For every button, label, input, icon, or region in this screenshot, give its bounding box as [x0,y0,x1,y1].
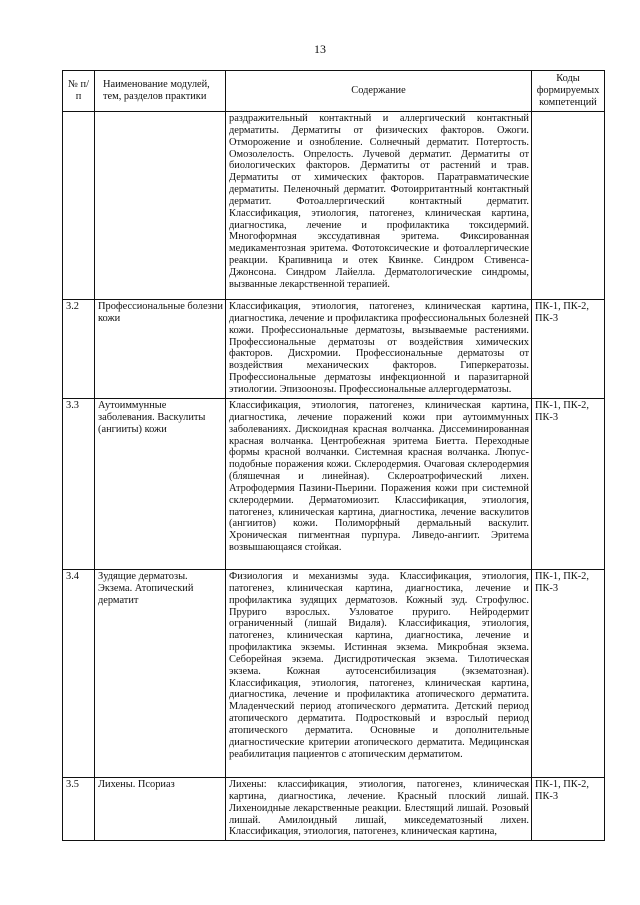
row-num [63,112,95,300]
header-content: Содержание [226,71,532,112]
header-num: № п/п [63,71,95,112]
row-codes: ПК-1, ПК-2, ПК-3 [532,778,605,841]
row-num: 3.2 [63,300,95,399]
row-content: Классификация, этиология, патогенез, клиническая картина, диагностика, лечение и профилактика профессиональных болезней кожи. Профессиональные дерматозы, вызываемые растениями. Профессиональные дерматозы от воздействия химических факторов. Дисхромии. Профессиональные дерматозы от воздействия механических факторов. Гиперкератозы. Профессиональные дерматозы инфекционной и паразитарной этиологии. Эпизоонозы. Профессиональные аллергодерматозы. [226,300,532,399]
row-codes: ПК-1, ПК-2, ПК-3 [532,399,605,570]
row-content: раздражительный контактный и аллергический контактный дерматиты. Дерматиты от физических факторов. Ожоги. Отморожение и ознобление. Солнечный дерматит. Потертость. Омозолелость. Опрелость. Лучевой дерматит. Дерматиты от биологических факторов. Дерматиты от растений и трав. Дерматиты от химических факторов. Паратравматические дерматиты. Пеленочный дерматит. Фотоирритантный контактный дерматит. Фотоаллергический контактный дерматит. Классификация, этиология, патогенез, клиническая картина, диагностика, лечение и профилактика токсидермий. Многоформная экссудативная эритема. Фиксированная медикаментозная эритема. Фототоксические и фотоаллергические реакции. Крапивница и отек Квинке. Синдром Стивенса-Джонсона. Синдром Лайелла. Дерматологические синдромы, вызванные лекарственной терапией. [226,112,532,300]
row-name: Аутоиммунные заболевания. Васкулиты (ангииты) кожи [95,399,226,570]
row-name: Зудящие дерматозы. Экзема. Атопический дерматит [95,570,226,778]
table-row [63,112,605,300]
program-table [62,70,605,841]
row-num: 3.5 [63,778,95,841]
row-num: 3.3 [63,399,95,570]
table-row [63,399,605,570]
table-header-row [63,71,605,112]
row-name: Лихены. Псориаз [95,778,226,841]
row-codes: ПК-1, ПК-2, ПК-3 [532,570,605,778]
row-content: Классификация, этиология, патогенез, клиническая картина, диагностика, лечение поражений кожи при аутоиммунных заболеваниях. Дискоидная красная волчанка. Диссеминированная красная волчанка. Центробежная эритема Биетта. Переходные формы красной волчанки. Системная красная волчанка. Люпус-подобные поражения кожи. Склеродермия. Очаговая склеродермия (бляшечная и линейная). Склероатрофический лихен. Атрофодермия Пазини-Пьерини. Поражения кожи при системной склеродермии. Дерматомиозит. Классификация, этиология, патогенез, клиническая картина, диагностика, лечение васкулитов (ангиитов) кожи. Полиморфный дермальный васкулит. Хроническая пигментная пурпура. Ливедо-ангиит. Эритема возвышающаяся стойкая. [226,399,532,570]
header-codes: Коды формируемых компетенций [532,71,605,112]
row-name [95,112,226,300]
table-row [63,300,605,399]
row-codes: ПК-1, ПК-2, ПК-3 [532,300,605,399]
header-name: Наименование модулей, тем, разделов практики [95,71,226,112]
row-num: 3.4 [63,570,95,778]
row-content: Лихены: классификация, этиология, патогенез, клиническая картина, диагностика, лечение. Красный плоский лишай. Лихеноидные лекарственные реакции. Блестящий лишай. Розовый лишай. Амилоидный лишай, микседематозный лихен. Классификация, этиология, патогенез, клиническая картина, [226,778,532,841]
row-codes [532,112,605,300]
table-row [63,778,605,841]
page-number: 13 [314,42,326,56]
row-name: Профессиональные болезни кожи [95,300,226,399]
table-row [63,570,605,778]
row-content: Физиология и механизмы зуда. Классификация, этиология, патогенез, клиническая картина, диагностика, лечение и профилактика зудящих дерматозов. Кожный зуд. Строфулюс. Пруриго взрослых. Узловатое пруриго. Нейродермит ограниченный (лишай Видаля). Классификация, этиология, патогенез, клиническая картина, диагностика, лечение и профилактика экземы. Истинная экзема. Микробная экзема. Себорейная экзема. Дисгидротическая экзема. Тилотическая экзема. Кожная аутосенсибилизация (экзематозная). Классификация, этиология, патогенез, клиническая картина, диагностика, лечение и профилактика атопического дерматита. Младенческий период атопического дерматита. Детский период атопического дерматита. Подростковый и взрослый период атопического дерматита. Основные и дополнительные диагностические критерии атопического дерматита. Медицинская реабилитация пациентов с атопическим дерматитом. [226,570,532,778]
